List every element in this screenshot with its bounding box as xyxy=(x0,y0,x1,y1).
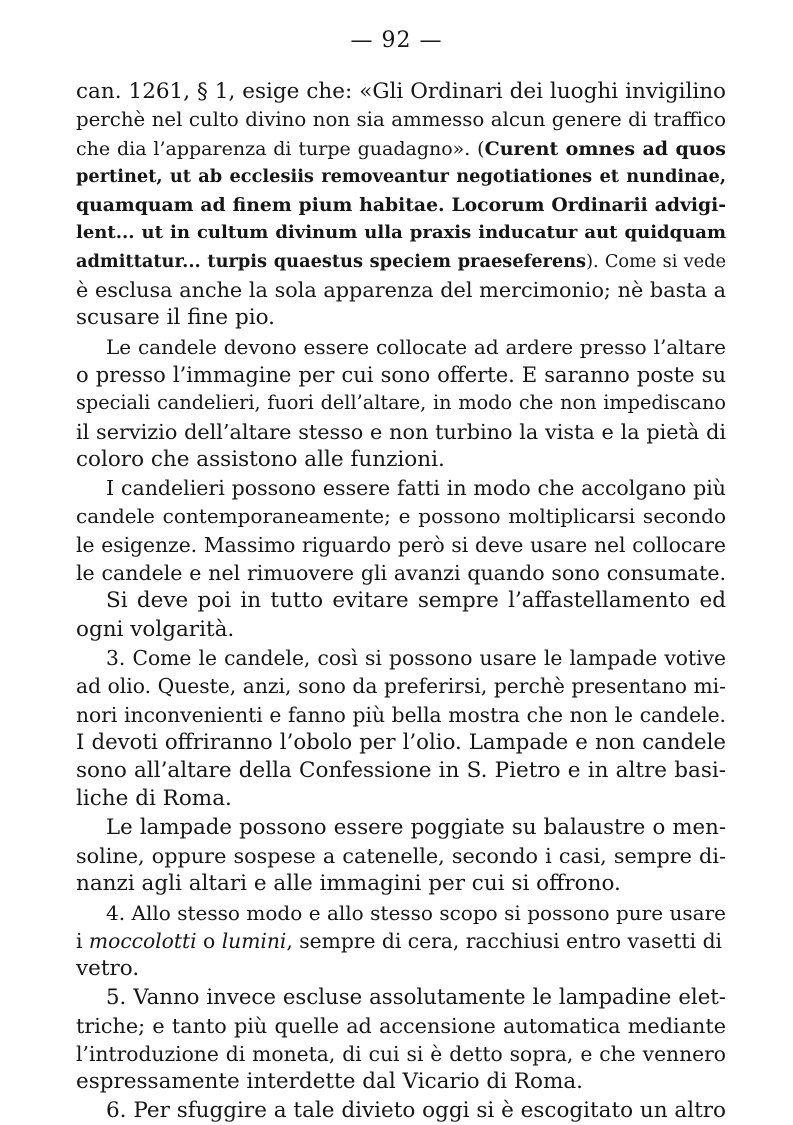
text-span: che dia l’apparenza di turpe guadagno». ( xyxy=(76,137,485,160)
text-line: coloro che assistono alle funzioni. xyxy=(76,446,445,472)
text-line: I candelieri possono essere fatti in modo che accolgano più xyxy=(106,476,726,501)
text-line: liche di Roma. xyxy=(76,786,232,812)
text-line: triche; e tanto più quelle ad accensione automatica mediante xyxy=(76,1013,726,1038)
text-line: sono all’altare della Confessione in S. Pietro e in altre basi- xyxy=(76,758,726,784)
text-span: o xyxy=(196,928,222,953)
text-line: Si deve poi in tutto evitare sempre l’affastellamento ed xyxy=(106,588,726,614)
text-line: soline, oppure sospese a catenelle, secondo i casi, sempre di- xyxy=(76,844,726,869)
text-span: , sempre di cera, racchiusi entro vasetti di xyxy=(286,928,723,953)
text-line: nori inconvenienti e fanno più bella mostra che non le candele. xyxy=(76,702,726,727)
latin-quote-line: pertinet, ut ab ecclesiis removeantur negotiationes et nundinae, xyxy=(76,165,726,187)
text-line: è esclusa anche la sola apparenza del mercimonio; nè basta a xyxy=(76,278,726,303)
text-line: l’introduzione di moneta, di cui si è detto sopra, e che vennero xyxy=(76,1042,726,1067)
text-line: nanzi agli altari e alle immagini per cui si offrono. xyxy=(76,871,621,897)
text-line: 6. Per sfuggire a tale divieto oggi si è escogitato un altro xyxy=(106,1097,726,1123)
text-line: ogni volgarità. xyxy=(76,616,235,642)
italic-term: lumini xyxy=(221,928,287,953)
text-line: can. 1261, § 1, esige che: «Gli Ordinari dei luoghi invigilino xyxy=(76,79,726,104)
text-span: i xyxy=(76,928,89,953)
text-line: Le lampade possono essere poggiate su balaustre o men- xyxy=(106,814,726,840)
text-line xyxy=(76,927,726,955)
text-span: ). Come si vede xyxy=(586,251,726,272)
latin-quote: Curent omnes ad quos xyxy=(484,137,726,160)
text-line: 4. Allo stesso modo e allo stesso scopo si possono pure usare xyxy=(106,900,726,925)
text-line: il servizio dell’altare stesso e non turbino la vista e la pietà di xyxy=(76,419,726,444)
text-line: scusare il fine pio. xyxy=(76,305,275,331)
latin-quote-line: lent... ut in cultum divinum ulla praxis inducatur aut quidquam xyxy=(76,222,726,244)
text-line: candele contemporaneamente; e possono moltiplicarsi secondo xyxy=(76,504,726,529)
body-text xyxy=(76,78,726,1125)
text-line: ad olio. Queste, anzi, sono da preferirsi, perchè presentano mi- xyxy=(76,674,726,699)
text-line: le esigenze. Massimo riguardo però si deve usare nel collocare xyxy=(76,532,726,557)
text-line xyxy=(76,135,726,163)
latin-quote-line: quamquam ad finem pium habitae. Locorum Ordinarii advigi- xyxy=(76,194,726,217)
latin-quote: admittatur... turpis quaestus speciem praeseferens xyxy=(76,250,587,272)
text-line: 3. Come le candele, così si possono usare le lampade votive xyxy=(106,645,726,670)
text-line: 5. Vanno invece escluse assolutamente le lampadine elet- xyxy=(106,984,726,1010)
italic-term: moccolotti xyxy=(88,928,197,953)
text-line: vetro. xyxy=(76,956,140,982)
text-line: Le candele devono essere collocate ad ardere presso l’altare xyxy=(106,334,726,359)
page-number: — 92 — xyxy=(350,28,443,53)
text-line: le candele e nel rimuovere gli avanzi quando sono consumate. xyxy=(76,561,726,586)
text-line: I devoti offriranno l’obolo per l’olio. Lampade e non candele xyxy=(76,729,726,755)
text-line: speciali candelieri, fuori dell’altare, in modo che non impediscano xyxy=(76,391,726,415)
text-line: espressamente interdette dal Vicario di Roma. xyxy=(76,1069,584,1095)
text-line: perchè nel culto divino non sia ammesso alcun genere di traffico xyxy=(76,108,726,132)
text-line: o presso l’immagine per cui sono offerte. E saranno poste su xyxy=(76,362,726,387)
text-line xyxy=(76,248,726,276)
